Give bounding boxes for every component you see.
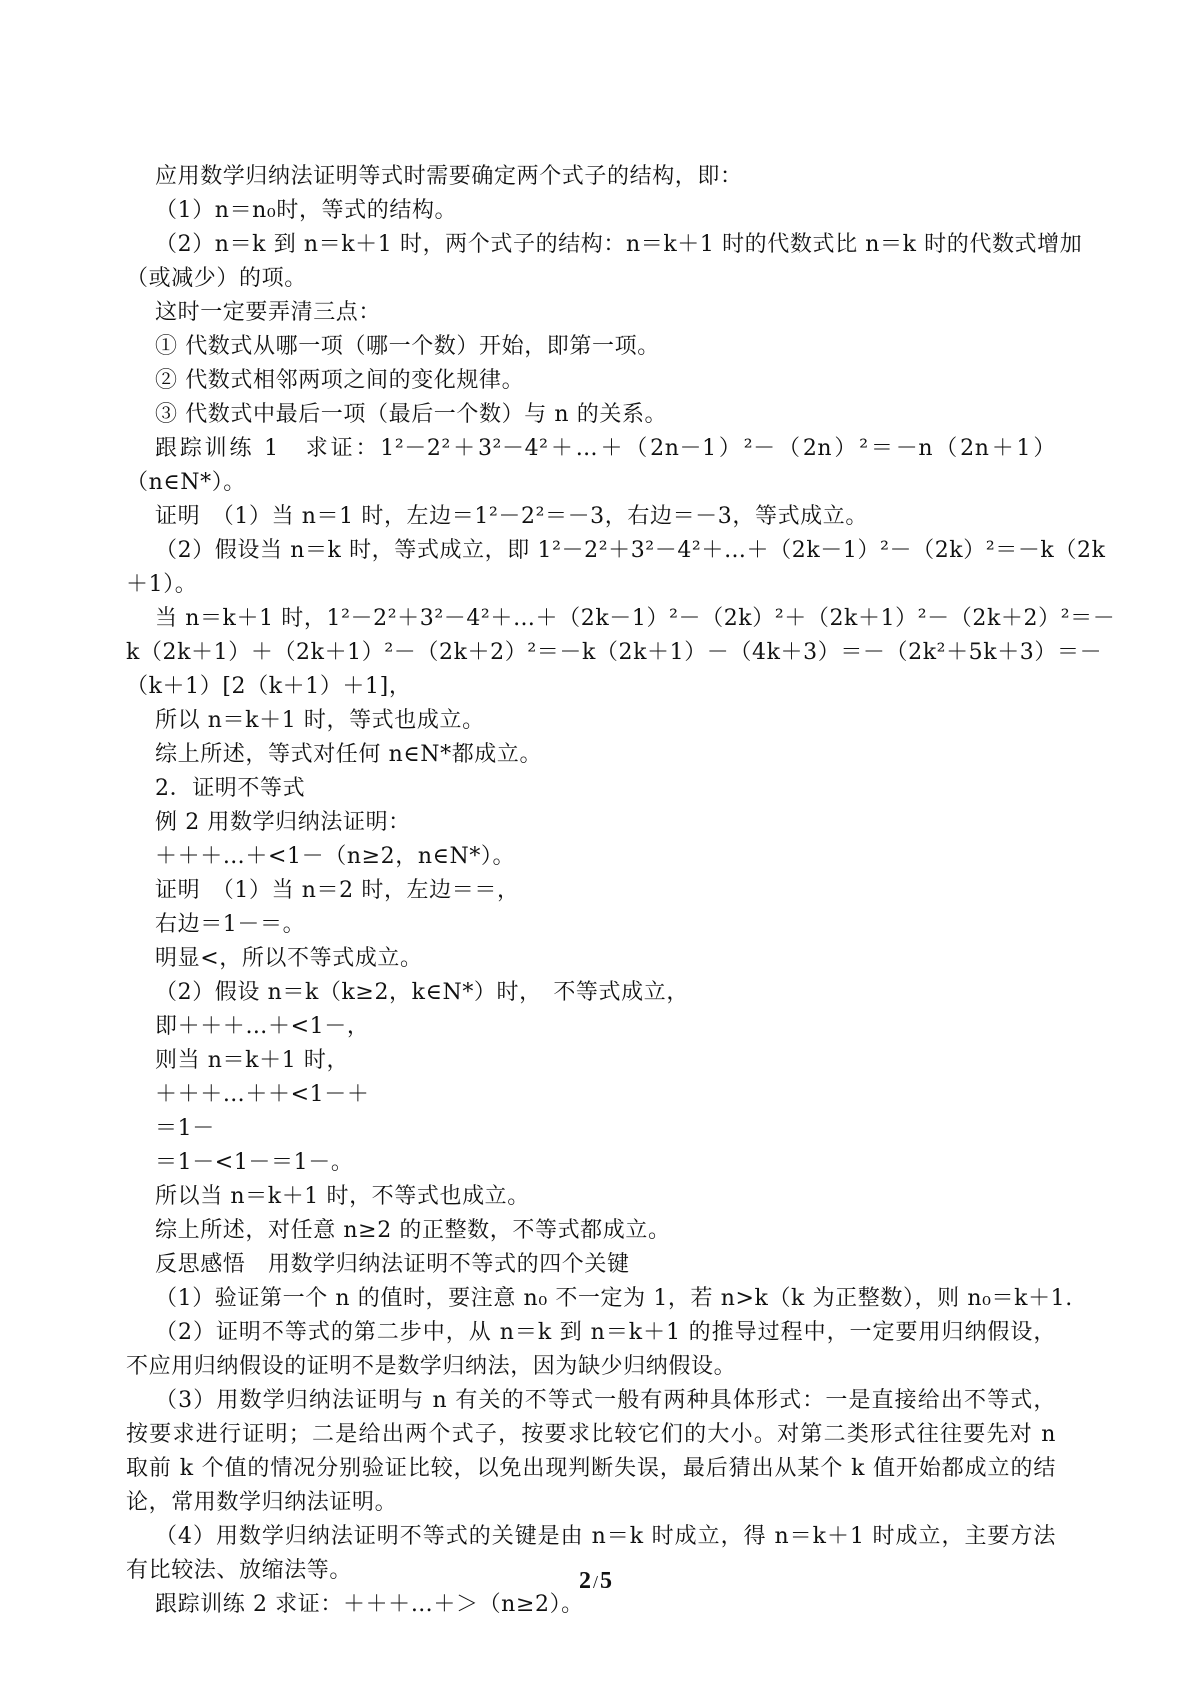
- text-line: ② 代数式相邻两项之间的变化规律。: [155, 368, 525, 393]
- text-line: 则当 n＝k＋1 时，: [155, 1048, 350, 1073]
- text-line: ＋＋＋…＋<1－（n≥2，n∈N*）。: [155, 844, 516, 869]
- text-line: 证明 （1）当 n＝2 时，左边＝＝，: [155, 878, 520, 903]
- text-line: （n∈N*）。: [126, 470, 246, 495]
- text-line: （2）证明不等式的第二步中，从 n＝k 到 n＝k＋1 的推导过程中，一定要用归纳假设，: [155, 1320, 1056, 1345]
- text-line: ＋＋＋…＋＋<1－＋: [155, 1082, 370, 1107]
- text-line: 例 2 用数学归纳法证明：: [155, 810, 411, 835]
- text-line: （1）n＝n₀时，等式的结构。: [155, 198, 458, 223]
- text-line: （3）用数学归纳法证明与 n 有关的不等式一般有两种具体形式：一是直接给出不等式，: [155, 1388, 1056, 1413]
- text-line: 右边＝1－＝。: [155, 912, 306, 937]
- text-line: 取前 k 个值的情况分别验证比较，以免出现判断失误，最后猜出从某个 k 值开始都成立的结: [126, 1456, 1056, 1481]
- text-line: 应用数学归纳法证明等式时需要确定两个式子的结构，即：: [155, 164, 743, 189]
- text-line: ＋1）。: [126, 572, 198, 597]
- text-line: ＝1－: [155, 1116, 215, 1141]
- page-total: 5: [600, 1568, 612, 1594]
- text-line: 2．证明不等式: [155, 776, 306, 801]
- text-line: （4）用数学归纳法证明不等式的关键是由 n＝k 时成立，得 n＝k＋1 时成立，主要方法: [155, 1524, 1056, 1549]
- page-current: 2: [578, 1568, 591, 1594]
- text-line: 当 n＝k＋1 时，1²－2²＋3²－4²＋…＋（2k－1）²－（2k）²＋（2k＋1）²－（2k＋2）²＝－: [155, 606, 1116, 631]
- text-line: （2）n＝k 到 n＝k＋1 时，两个式子的结构：n＝k＋1 时的代数式比 n＝k 时的代数式增加: [155, 232, 1083, 257]
- text-line: 明显<，所以不等式成立。: [155, 946, 423, 971]
- document-body: [126, 160, 1116, 1622]
- page-number: [0, 1568, 1191, 1595]
- text-line: 所以 n＝k＋1 时，等式也成立。: [155, 708, 485, 733]
- text-line: 反思感悟 用数学归纳法证明不等式的四个关键: [155, 1252, 630, 1277]
- text-line: （2）假设 n＝k（k≥2，k∈N*）时， 不等式成立，: [155, 980, 689, 1005]
- text-line: k（2k＋1）＋（2k＋1）²－（2k＋2）²＝－k（2k＋1）－（4k＋3）＝－（2k²＋5k＋3）＝－: [126, 640, 1103, 665]
- text-line: ③ 代数式中最后一项（最后一个数）与 n 的关系。: [155, 402, 668, 427]
- text-line: （k＋1）[2（k＋1）＋1]，: [126, 674, 412, 699]
- text-line: ＝1－<1－＝1－。: [155, 1150, 354, 1175]
- text-line: （1）验证第一个 n 的值时，要注意 n₀ 不一定为 1，若 n>k（k 为正整数），则 n₀＝k＋1.: [155, 1286, 1073, 1311]
- text-line: 跟踪训练 2 求证：＋＋＋…＋＞（n≥2）。: [155, 1592, 584, 1617]
- text-line: 综上所述，等式对任何 n∈N*都成立。: [155, 742, 543, 767]
- text-line: 即＋＋＋…＋<1－，: [155, 1014, 370, 1039]
- text-line: 综上所述，对任意 n≥2 的正整数，不等式都成立。: [155, 1218, 671, 1243]
- text-line: （2）假设当 n＝k 时，等式成立，即 1²－2²＋3²－4²＋…＋（2k－1）²－（2k）²＝－k（2k: [155, 538, 1106, 563]
- text-line: 不应用归纳假设的证明不是数学归纳法，因为缺少归纳假设。: [126, 1354, 737, 1379]
- text-line: 按要求进行证明；二是给出两个式子，按要求比较它们的大小。对第二类形式往往要先对 n: [126, 1422, 1056, 1447]
- text-line: 所以当 n＝k＋1 时，不等式也成立。: [155, 1184, 530, 1209]
- text-line: 跟踪训练 1 求证：1²－2²＋3²－4²＋…＋（2n－1）²－（2n）²＝－n（2n＋1）: [155, 436, 1056, 461]
- text-line: 证明 （1）当 n＝1 时，左边＝1²－2²＝－3，右边＝－3，等式成立。: [155, 504, 868, 529]
- page-separator: /: [592, 1572, 598, 1592]
- text-line: 有比较法、放缩法等。: [126, 1558, 353, 1583]
- text-line: 这时一定要弄清三点：: [155, 300, 382, 325]
- text-line: ① 代数式从哪一项（哪一个数）开始，即第一项。: [155, 334, 660, 359]
- text-line: （或减少）的项。: [126, 266, 307, 291]
- text-line: 论，常用数学归纳法证明。: [126, 1490, 398, 1515]
